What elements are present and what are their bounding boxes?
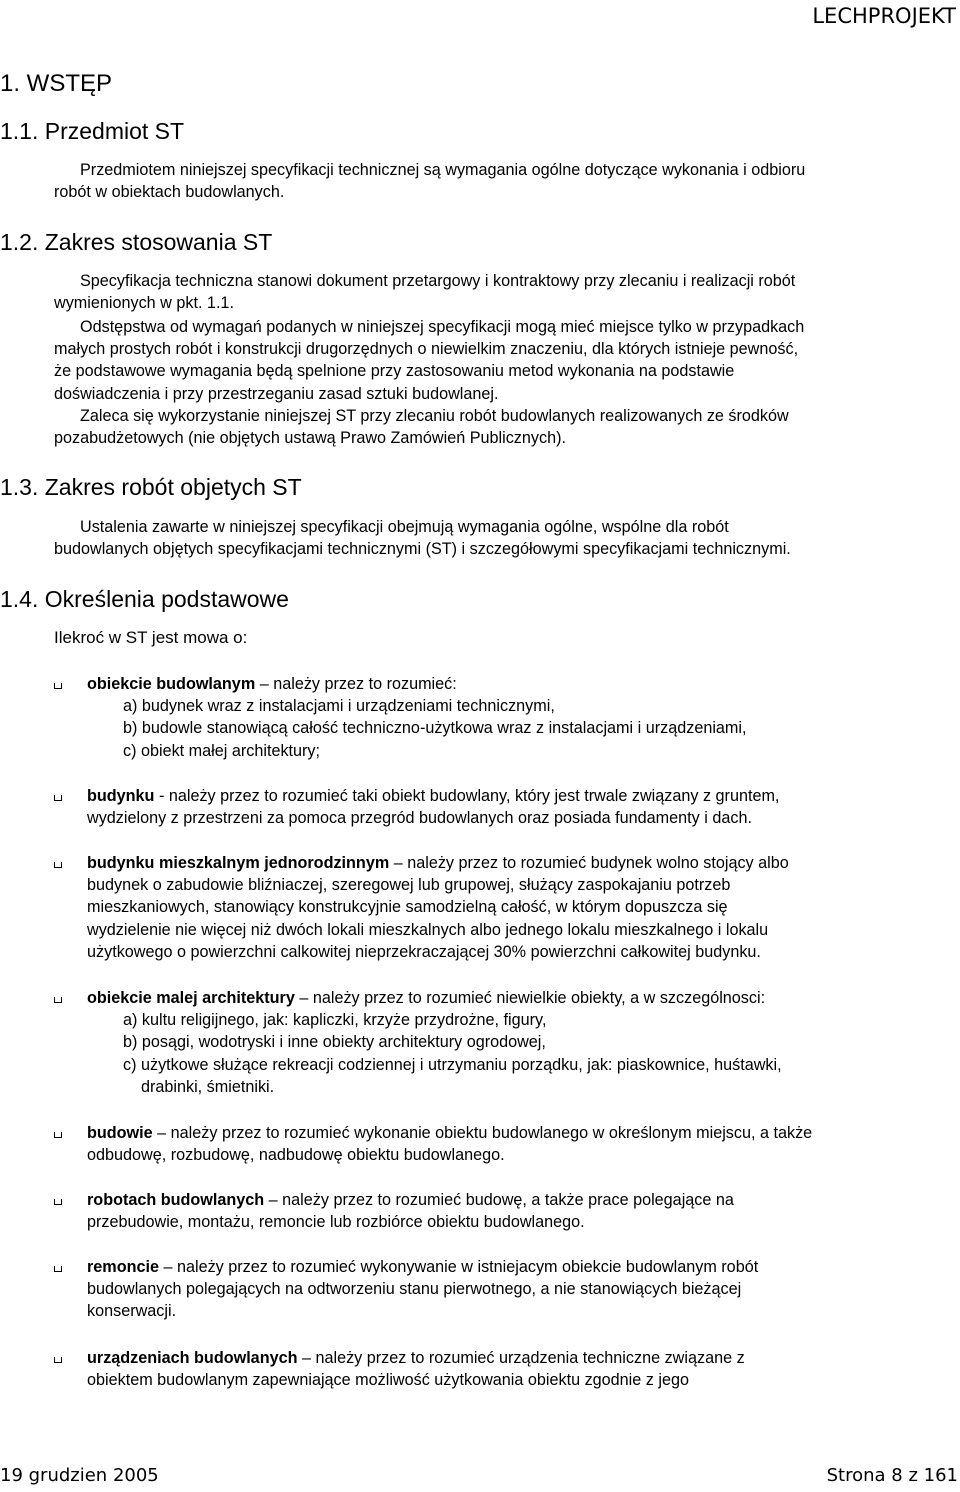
section-1-4-intro: Ilekroć w ST jest mowa o: [54, 628, 248, 647]
definition-sub: b) posągi, wodotryski i inne obiekty architektury ogrodowej, [123, 1033, 546, 1052]
definition-term: robotach budowlanych [87, 1191, 265, 1209]
bullet-icon [54, 795, 62, 801]
definition-line: budynek o zabudowie bliźniaczej, szeregowej lub grupowej, służący zaspokajaniu potrzeb [87, 876, 731, 895]
section-1-3-title: 1.3. Zakres robót objetych ST [0, 474, 302, 500]
definition-text: – należy przez to rozumieć budowę, a także prace polegające na [264, 1191, 734, 1209]
definition-term: obiekcie budowlanym [87, 675, 256, 693]
section-1-title: 1. WSTĘP [0, 70, 113, 97]
definition-term: budynku mieszkalnym jednorodzinnym [87, 854, 390, 872]
text-line: małych prostych robót i konstrukcji drugorzędnych o niewielkim znaczeniu, dla których istnieje pewność, [54, 340, 799, 359]
text-line: że podstawowe wymagania będą spelnione przy zastosowaniu metod wykonania na podstawie [54, 362, 735, 381]
section-1-2-deviations [54, 316, 804, 405]
definition-item [87, 785, 779, 829]
definition-sub: drabinki, śmietniki. [123, 1077, 275, 1096]
section-1-3-text [54, 516, 791, 560]
definition-sub: c) obiekt małej architektury; [123, 741, 321, 760]
definition-term: obiekcie malej architektury [87, 989, 295, 1007]
bullet-icon [54, 1199, 62, 1205]
text-line: Przedmiotem niniejszej specyfikacji technicznej są wymagania ogólne dotyczące wykonania i odbioru [80, 161, 806, 179]
definition-text: – należy przez to rozumieć budynek wolno stojący albo [389, 854, 789, 872]
section-1-2-text [54, 270, 796, 314]
bullet-icon [54, 683, 62, 689]
text-line: Ustalenia zawarte w niniejszej specyfikacji obejmują wymagania ogólne, wspólne dla robót [80, 518, 729, 536]
text-line: robót w obiektach budowlanych. [54, 183, 285, 202]
definition-line: przebudowie, montażu, remoncie lub rozbiórce obiektu budowlanego. [87, 1213, 585, 1232]
definition-item [87, 673, 747, 762]
footer-date: 19 grudzien 2005 [0, 1465, 159, 1486]
definition-term: urządzeniach budowlanych [87, 1349, 298, 1367]
definition-line: użytkowego o powierzchni calkowitej nieprzekraczającej 30% powierzchni całkowitej budynku. [87, 942, 761, 961]
section-1-2-title: 1.2. Zakres stosowania ST [0, 229, 273, 255]
definition-term: budowie [87, 1124, 153, 1142]
definition-line: konserwacji. [87, 1302, 177, 1321]
text-line: doświadczenia i przy przestrzeganiu zasad sztuki budowlanej. [54, 384, 499, 403]
definition-text: - należy przez to rozumieć taki obiekt budowlany, który jest trwale związany z gruntem, [154, 787, 780, 805]
footer-page-number: Strona 8 z 161 [826, 1465, 958, 1486]
definition-text: – należy przez to rozumieć niewielkie obiekty, a w szczególnosci: [294, 989, 766, 1007]
section-1-2-recommendation [54, 405, 789, 449]
section-1-1-text [54, 159, 806, 203]
bullet-icon [54, 1132, 62, 1138]
definition-item [87, 852, 789, 963]
definition-sub: c) użytkowe służące rekreacji codziennej i utrzymaniu porządku, jak: piaskownice, huśtawki, [123, 1055, 782, 1074]
text-line: Zaleca się wykorzystanie niniejszej ST przy zlecaniu robót budowlanych realizowanych ze środków [80, 407, 789, 425]
bullet-icon [54, 1266, 62, 1272]
definition-item [87, 1256, 758, 1323]
section-1-1-title: 1.1. Przedmiot ST [0, 118, 185, 144]
definition-item [87, 1189, 734, 1233]
definition-item [87, 1122, 812, 1166]
definition-text: – należy przez to rozumieć wykonanie obiektu budowlanego w określonym miejscu, a także [152, 1124, 813, 1142]
definition-line: mieszkaniowych, stanowiący konstrukcyjnie samodzielną całość, w którym dopuszcza się [87, 898, 728, 917]
definition-term: budynku [87, 787, 155, 805]
definition-line: odbudowę, rozbudowę, nadbudowę obiektu budowlanego. [87, 1146, 505, 1165]
definition-sub: a) kultu religijnego, jak: kapliczki, krzyże przydrożne, figury, [123, 1011, 547, 1030]
company-brand: LECHPROJEKT [812, 4, 956, 28]
bullet-icon [54, 862, 62, 868]
definition-sub: b) budowle stanowiącą całość techniczno-użytkowa wraz z instalacjami i urządzeniami, [123, 719, 747, 738]
text-line: wymienionych w pkt. 1.1. [54, 294, 234, 313]
definition-line: obiektem budowlanym zapewniające możliwość użytkowania obiektu zgodnie z jego [87, 1371, 689, 1390]
definition-term: remoncie [87, 1258, 159, 1276]
bullet-icon [54, 1357, 62, 1363]
definition-text: – należy przez to rozumieć: [255, 675, 457, 693]
text-line: budowlanych objętych specyfikacjami technicznymi (ST) i szczegółowymi specyfikacjami technicznymi. [54, 540, 791, 559]
definition-text: – należy przez to rozumieć wykonywanie w istniejacym obiekcie budowlanym robót [158, 1258, 759, 1276]
definition-line: budowlanych polegających na odtworzeniu stanu pierwotnego, a nie stanowiących bieżącej [87, 1280, 742, 1299]
text-line: Specyfikacja techniczna stanowi dokument przetargowy i kontraktowy przy zlecaniu i realizacji robót [80, 272, 796, 290]
definition-text: – należy przez to rozumieć urządzenia techniczne związane z [297, 1349, 745, 1367]
definition-line: wydzielony z przestrzeni za pomoca przegród budowlanych oraz posiada fundamenty i dach. [87, 809, 752, 828]
bullet-icon [54, 997, 62, 1003]
text-line: Odstępstwa od wymagań podanych w niniejszej specyfikacji mogą mieć miejsce tylko w przypadkach [80, 318, 805, 336]
definition-line: wydzielenie nie więcej niż dwóch lokali mieszkalnych albo jednego lokalu mieszkalnego i lokalu [87, 920, 769, 939]
section-1-4-title: 1.4. Określenia podstawowe [0, 586, 289, 612]
text-line: pozabudżetowych (nie objętych ustawą Prawo Zamówień Publicznych). [54, 429, 566, 448]
definition-item [87, 987, 782, 1098]
definition-item [87, 1347, 745, 1391]
definition-sub: a) budynek wraz z instalacjami i urządzeniami technicznymi, [123, 697, 555, 716]
